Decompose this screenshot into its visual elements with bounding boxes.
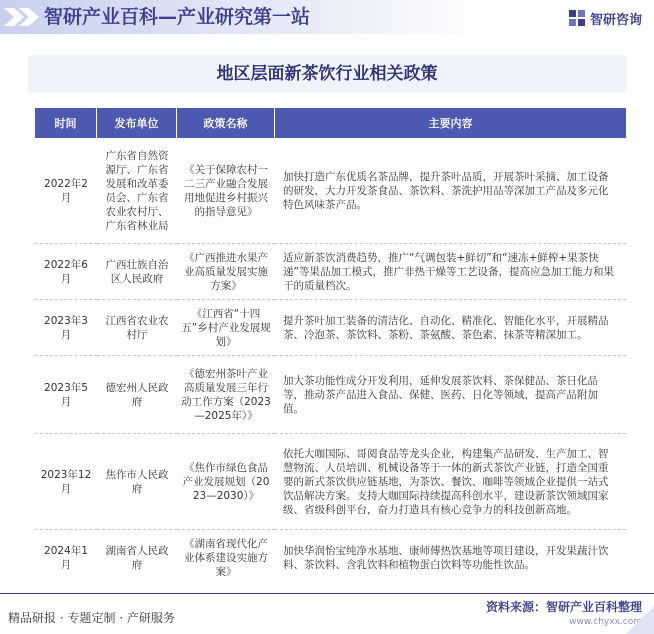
column-header-policy: 政策名称 (177, 108, 275, 138)
cell-time: 2024年1月 (44, 545, 88, 571)
policy-table (35, 108, 626, 586)
cell-time: 2023年3月 (35, 300, 97, 356)
cell-policy: 《关于保障农村一二三产业融合发展用地促进乡村振兴的指导意见》 (177, 138, 275, 244)
header-title: 智研产业百科—产业研究第一站 (44, 6, 311, 28)
brand-logo[interactable] (568, 8, 642, 28)
cell-content: 依托大咖国际、哥阅食品等龙头企业，构建集产品研发、生产加工、智慧物流、人员培训、机械设备等于一体的新式茶饮产业链，打造全国重要的新式茶饮供应链基地，为茶饮、餐饮、咖啡等领域企业提供一站式饮品解决方案。支持大咖国际持续提高科创水平，建设新茶饮领域国家级、省级科创平台，奋力打造具有核心竞争力的科技创新高地。 (275, 434, 626, 530)
cell-publisher: 广西壮族自治区人民政府 (97, 244, 177, 300)
cell-policy: 《湖南省现代化产业体系建设实施方案》 (184, 538, 268, 578)
cell-time: 2022年6月 (35, 244, 97, 300)
header-bar (0, 0, 654, 34)
cell-time: 2022年2月 (35, 138, 97, 244)
footer-services: 精品研报 · 专题定制 · 产研服务 (8, 611, 175, 625)
column-header-time: 时间 (35, 108, 97, 138)
table-title: 地区层面新茶饮行业相关政策 (28, 55, 626, 93)
brand-icon (568, 9, 586, 27)
table-row (35, 138, 626, 244)
footer-url[interactable]: www.chyxx.com (569, 617, 642, 627)
table-row (35, 434, 626, 530)
cell-publisher: 湖南省人民政府 (105, 545, 169, 571)
cell-policy: 《江西省“十四五”乡村产业发展规划》 (177, 300, 275, 356)
cell-policy: 《德宏州茶叶产业高质量发展三年行动工作方案（2023—2025年）》 (177, 356, 275, 434)
cell-time: 2023年12月 (35, 434, 97, 530)
cell-content: 加快打造广东优质名茶品牌，提升茶叶品质，开展茶叶采摘、加工设备的研发，大力开发茶食品、茶饮料、茶洗护用品等深加工产品及多元化特色风味茶产品。 (275, 138, 626, 244)
footer-source: 资料来源：智研产业百科整理 (485, 600, 642, 614)
column-header-content: 主要内容 (275, 108, 626, 138)
table-row (35, 530, 626, 586)
table-row (35, 300, 626, 356)
cell-policy: 《焦作市绿色食品产业发展规划（2023—2030）》 (177, 434, 275, 530)
cell-content: 加快华润怡宝纯净水基地、康师傅热饮基地等项目建设，开发果蔬汁饮料、茶饮料、含乳饮料和植物蛋白饮料等功能性饮品。 (283, 545, 609, 571)
table-header-row (35, 108, 626, 138)
cell-publisher: 广东省自然资源厅、广东省发展和改革委员会、广东省农业农村厅、广东省林业局 (97, 138, 177, 244)
cell-content: 提升茶叶加工装备的清洁化、自动化、精准化、智能化水平，开展精品茶、冷泡茶、茶饮料、茶粉、茶氨酸、茶色素、抹茶等精深加工。 (275, 300, 626, 356)
cell-content: 加大茶功能性成分开发利用，延伸发展茶饮料、茶保健品、茶日化品等，推动茶产品进入食品、保健、医药、日化等领域，提高产品附加值。 (275, 356, 626, 434)
cell-content: 适应新茶饮消费趋势，推广“气调包装+鲜切”和“速冻+鲜榨+果茶快递”等果品加工模式，推广非热干燥等工艺设备，提高应急加工能力和果干的质量档次。 (275, 244, 626, 300)
cell-publisher: 江西省农业农村厅 (97, 300, 177, 356)
cell-policy: 《广西推进水果产业高质量发展实施方案》 (177, 244, 275, 300)
column-header-publisher: 发布单位 (97, 108, 177, 138)
footer-divider (0, 593, 654, 594)
table-row (35, 244, 626, 300)
cell-publisher: 德宏州人民政府 (97, 356, 177, 434)
cell-publisher: 焦作市人民政府 (97, 434, 177, 530)
brand-name: 智研咨询 (589, 12, 642, 28)
table-row (35, 356, 626, 434)
corner-decoration (626, 606, 654, 634)
cell-time: 2023年5月 (35, 356, 97, 434)
double-arrow-icon (4, 8, 44, 26)
